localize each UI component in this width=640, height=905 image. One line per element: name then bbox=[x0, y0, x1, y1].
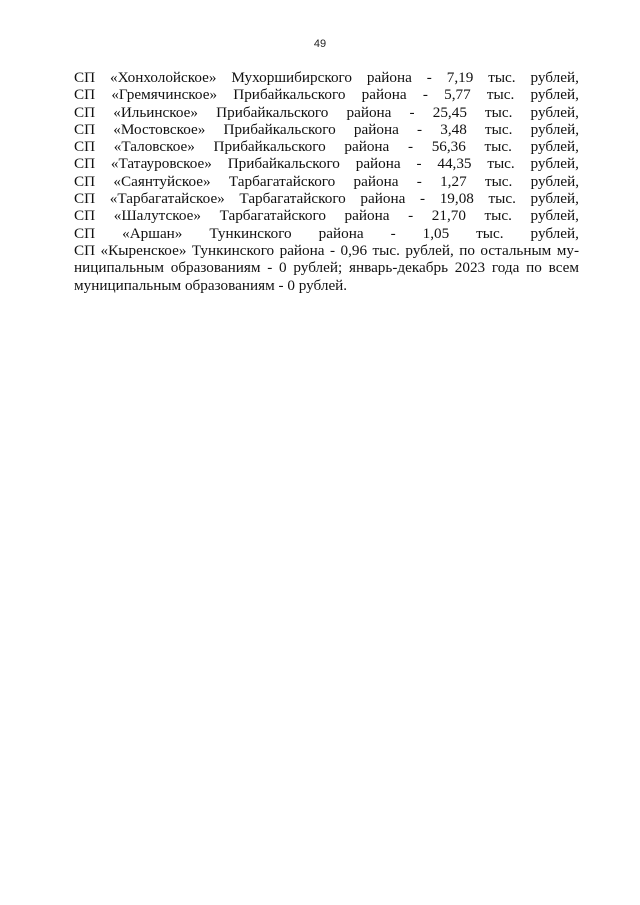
settlement-line-word: рублей, bbox=[530, 155, 579, 173]
settlement-line bbox=[74, 207, 579, 224]
settlement-line-word: Тарбагатайского bbox=[228, 172, 336, 190]
settlement-line-word: - bbox=[422, 86, 428, 104]
settlement-line-word: 21,70 bbox=[431, 207, 466, 225]
settlement-line bbox=[74, 190, 579, 207]
settlement-line-word: 25,45 bbox=[432, 103, 467, 121]
settlement-line-word: 7,19 bbox=[446, 69, 474, 86]
settlement-line-word: тыс. bbox=[476, 224, 504, 242]
settlement-line-word: Прибайкальского bbox=[223, 120, 336, 138]
settlement-line bbox=[74, 104, 579, 121]
settlement-list bbox=[74, 69, 579, 242]
settlement-line-word: тыс. bbox=[485, 103, 513, 121]
settlement-line-word: района bbox=[346, 103, 392, 121]
settlement-line-word: рублей, bbox=[530, 120, 579, 138]
settlement-line-word: СП bbox=[74, 138, 96, 156]
settlement-line-word: СП bbox=[74, 120, 96, 138]
settlement-line bbox=[74, 173, 579, 190]
settlement-line-word: - bbox=[416, 172, 422, 190]
settlement-line-word: СП bbox=[74, 69, 96, 86]
settlement-line-word: СП bbox=[74, 103, 96, 121]
settlement-line bbox=[74, 155, 579, 172]
settlement-line-word: рублей, bbox=[530, 103, 579, 121]
settlement-line-word: - bbox=[408, 207, 414, 225]
settlement-line-word: «Мостовское» bbox=[113, 120, 206, 138]
settlement-line-word: района bbox=[360, 190, 406, 208]
settlement-line-word: СП bbox=[74, 190, 96, 208]
settlement-line-word: «Татауровское» bbox=[110, 155, 212, 173]
settlement-line-word: «Таловское» bbox=[113, 138, 195, 156]
settlement-line-word: тыс. bbox=[487, 155, 515, 173]
settlement-line-word: 19,08 bbox=[439, 190, 474, 208]
settlement-line-word: района bbox=[355, 155, 401, 173]
settlement-line-word: - bbox=[417, 120, 423, 138]
settlement-line-word: 44,35 bbox=[437, 155, 472, 173]
settlement-line-word: Прибайкальского bbox=[233, 86, 346, 104]
settlement-line-word: «Аршан» bbox=[122, 224, 183, 242]
closing-paragraph: СП «Кыренское» Тункинского района - 0,96 тыс. рублей, по остальным му-ниципальным образованиям - 0 рублей; январь-декабрь 2023 года по всем муниципальным образованиям - 0 рублей. bbox=[74, 241, 579, 294]
settlement-line-word: Прибайкальского bbox=[227, 155, 340, 173]
settlement-line-word: тыс. bbox=[484, 172, 513, 190]
settlement-line bbox=[74, 86, 579, 103]
settlement-line-word: 3,48 bbox=[440, 120, 467, 138]
settlement-line-word: тыс. bbox=[484, 138, 512, 156]
settlement-line-word: - bbox=[416, 155, 422, 173]
settlement-line-word: 1,05 bbox=[422, 224, 450, 242]
settlement-line-word: Тарбагатайского bbox=[239, 190, 346, 208]
settlement-line bbox=[74, 121, 579, 138]
page-number: 49 bbox=[313, 38, 327, 50]
settlement-line-word: Мухоршибирского bbox=[231, 69, 353, 86]
settlement-line-word: района bbox=[366, 69, 412, 86]
settlement-line-word: 56,36 bbox=[431, 138, 466, 156]
settlement-line-word: рублей, bbox=[530, 207, 579, 225]
settlement-line-word: «Хонхолойское» bbox=[110, 69, 217, 86]
settlement-line-word: - bbox=[390, 224, 396, 242]
settlement-line-word: тыс. bbox=[484, 207, 512, 225]
settlement-line-word: района bbox=[318, 224, 364, 242]
settlement-line-word: - bbox=[420, 190, 426, 208]
settlement-line-word: - bbox=[407, 138, 414, 156]
settlement-line-word: «Шалутское» bbox=[113, 207, 201, 225]
settlement-line-word: рублей, bbox=[530, 86, 579, 104]
settlement-line-word: СП bbox=[74, 207, 96, 225]
settlement-line-word: «Саянтуйское» bbox=[113, 172, 211, 190]
settlement-line-word: тыс. bbox=[486, 86, 515, 104]
document-body bbox=[74, 69, 579, 294]
settlement-line-word: СП bbox=[74, 86, 96, 104]
settlement-line-word: района bbox=[361, 86, 407, 104]
settlement-line-word: рублей, bbox=[530, 138, 579, 156]
settlement-line-word: 1,27 bbox=[440, 172, 467, 190]
settlement-line-word: СП bbox=[74, 155, 96, 173]
settlement-line-word: Прибайкальского bbox=[216, 103, 329, 121]
settlement-line-word: района bbox=[353, 120, 399, 138]
settlement-line-word: рублей, bbox=[530, 69, 579, 86]
settlement-line-word: тыс. bbox=[485, 120, 513, 138]
settlement-line-word: «Тарбагатайское» bbox=[109, 190, 225, 208]
settlement-line-word: - bbox=[426, 69, 432, 86]
settlement-line-word: Тарбагатайского bbox=[219, 207, 326, 225]
settlement-line-word: СП bbox=[74, 224, 96, 242]
settlement-line-word: тыс. bbox=[488, 190, 516, 208]
settlement-line-word: «Ильинское» bbox=[113, 103, 199, 121]
settlement-line bbox=[74, 69, 579, 86]
settlement-line-word: - bbox=[409, 103, 415, 121]
settlement-line bbox=[74, 138, 579, 155]
settlement-line-word: района bbox=[344, 207, 390, 225]
settlement-line-word: 5,77 bbox=[444, 86, 471, 104]
settlement-line-word: Прибайкальского bbox=[213, 138, 326, 156]
settlement-line-word: рублей, bbox=[530, 172, 579, 190]
settlement-line-word: СП bbox=[74, 172, 96, 190]
settlement-line-word: района bbox=[353, 172, 399, 190]
settlement-line-word: рублей, bbox=[530, 190, 579, 208]
settlement-line bbox=[74, 225, 579, 242]
settlement-line-word: Тункинского bbox=[209, 224, 292, 242]
settlement-line-word: рублей, bbox=[530, 224, 579, 242]
settlement-line-word: «Гремячинское» bbox=[111, 86, 218, 104]
settlement-line-word: района bbox=[344, 138, 390, 156]
settlement-line-word: тыс. bbox=[488, 69, 516, 86]
